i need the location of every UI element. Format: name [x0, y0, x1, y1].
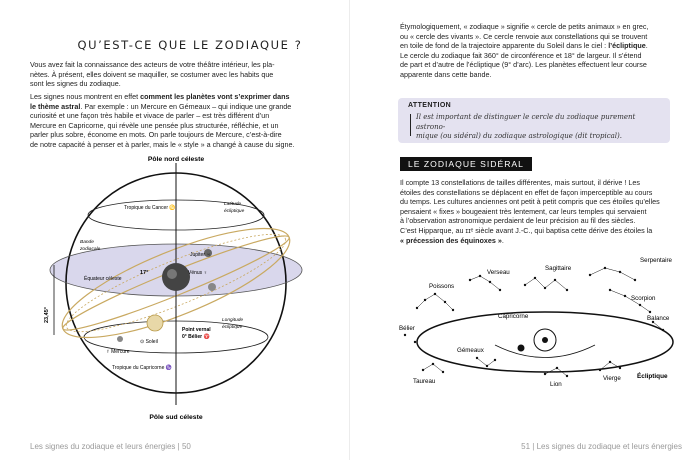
tropic-capricorn-label: Tropique du Capricorne ♑ [112, 365, 172, 371]
longitude-label-1: Longitude [222, 318, 244, 323]
label-ecliptique: Écliptique [637, 373, 668, 380]
longitude-label-2: écliptique [222, 325, 243, 330]
latitude-label-2: écliptique [224, 209, 245, 214]
sun-icon [147, 315, 163, 331]
attention-heading: ATTENTION [408, 102, 452, 109]
sidereal-line-3: du temps. Les cultures anciennes ont petit à petit compris que ces étoiles qu’elles [400, 197, 660, 207]
label-serpentaire: Serpentaire [640, 257, 672, 264]
tropic-cancer-label: Tropique du Cancer ♋ [124, 205, 176, 211]
etymology-line-2: ou « cercle des vivants ». Ce cercle renvoie aux constellations qui se trouvent [400, 31, 648, 41]
mercury-label: ☿ Mercure [106, 349, 130, 355]
label-belier: Bélier [399, 325, 415, 332]
label-balance: Balance [647, 315, 670, 322]
earth-symbol-icon [518, 345, 525, 352]
intro-paragraph [30, 60, 330, 89]
signs-line-2-rest: . Par exemple : un Mercure en Gémeaux – qui indique une grande [80, 101, 292, 111]
sun-label: ⊙ Soleil [140, 339, 158, 345]
south-pole-label: Pôle sud céleste [149, 414, 203, 420]
equator-label: Équateur céleste [84, 276, 122, 282]
intro-line-2: nètes. À présent, elles doivent se maquiller, se costumer avec les habits que [30, 69, 274, 79]
label-poissons: Poissons [429, 283, 455, 290]
angle-17-label: 17° [140, 270, 149, 276]
right-footer: 51 | Les signes du zodiaque et leurs énergies [521, 442, 682, 451]
attention-rule [410, 114, 411, 136]
label-verseau: Verseau [487, 269, 510, 276]
page-title: QU’EST-CE QUE LE ZODIAQUE ? [77, 38, 303, 52]
signs-bold-2: le thème astral [30, 101, 81, 111]
label-capricorne: Capricorne [498, 313, 529, 320]
celestial-sphere-diagram [40, 155, 330, 420]
north-pole-label: Pôle nord céleste [147, 156, 205, 163]
label-sagittaire: Sagittaire [545, 265, 572, 272]
sidereal-tail: . [501, 235, 504, 245]
signs-line-5: parler plus sobre, économe en mots. On parle toujours de Mercure, c’est-à-dire [30, 130, 282, 140]
precession-term: « précession des équinoxes » [400, 235, 502, 245]
venus-icon [208, 283, 216, 291]
signs-line-3: curiosité et une façon très habile et vivace de parler – est très différent d’un [30, 111, 270, 121]
band-label-1: Bande [80, 240, 94, 245]
sidereal-line-1: Il compte 13 constellations de tailles différentes, mais surtout, il dérive ! Les [400, 178, 640, 187]
sidereal-line-4: pensaient « fixes » bougeaient très lentement, car leurs temples qui servaient [400, 206, 647, 216]
sidereal-line-5: à l’observation astronomique perdaient de leur précision au fil des siècles. [400, 216, 636, 226]
signs-paragraph [30, 92, 330, 150]
latitude-label-1: Latitude [224, 202, 242, 207]
venus-label: Vénus ♀ [188, 270, 208, 276]
label-scorpion: Scorpion [631, 295, 656, 302]
sun-core [542, 337, 548, 343]
ecliptic-term: l’écliptique [608, 41, 646, 51]
mercury-icon [117, 336, 123, 342]
etymology-line-1: Étymologiquement, « zodiaque » signifie « cercle de petits animaux » en grec, [400, 22, 649, 31]
jupiter-label: Jupiter ♃ [190, 252, 211, 258]
band-label-2: zodiacale [80, 247, 101, 252]
etymology-line-3-tail: . [645, 41, 648, 51]
label-lion: Lion [550, 381, 562, 388]
attention-line-1: Il est important de distinguer le cercle du zodiaque purement astrono- [416, 113, 636, 131]
vernal-point-label-1: Point vernal [182, 327, 211, 333]
signs-line-4: Mercure en Capricorne, qui révèle une pensée plus structurée, réfléchie, et un [30, 120, 279, 130]
angle-23-label: 23,45° [44, 307, 50, 323]
signs-line-6: de notre capacité à penser et à parler, mais le « style » a changé à cause du signe. [30, 139, 295, 149]
etymology-paragraph [400, 22, 680, 80]
sidereal-line-6: C’est Hipparque, au ɪɪᵉ siècle avant J.-C., qui baptisa cette dérive des étoiles la [400, 225, 653, 235]
attention-box [398, 98, 670, 143]
signs-lead: Les signes nous montrent en effet [30, 92, 141, 101]
signs-bold-1: comment les planètes vont s’exprimer dans [140, 92, 290, 101]
sidereal-zodiac-diagram [395, 250, 690, 395]
etymology-line-4: Le cercle du zodiaque fait 360° de circonférence et 18° de largeur. Il s’étend [400, 50, 642, 60]
etymology-line-5: de part et d’autre de l’écliptique (9° d’arc). Les planètes effectuent leur course [400, 60, 647, 70]
label-gemeaux: Gémeaux [457, 347, 484, 354]
attention-line-2: mique (ou sidéral) du zodiaque astrologique (dit tropical). [416, 132, 622, 141]
label-vierge: Vierge [603, 375, 621, 382]
intro-line-1: Vous avez fait la connaissance des acteurs de votre théâtre intérieur, les pla- [30, 60, 275, 69]
earth-shade [167, 269, 177, 279]
label-taureau: Taureau [413, 378, 436, 385]
page-gutter [349, 0, 350, 460]
section-heading: LE ZODIAQUE SIDÉRAL [400, 157, 532, 171]
left-footer: Les signes du zodiaque et leurs énergies | 50 [30, 442, 191, 451]
etymology-line-6: apparente dans cette bande. [400, 69, 492, 79]
vernal-point-label-2: 0° Bélier ♈ [182, 334, 210, 340]
intro-line-3: sont les signes du zodiaque. [30, 79, 121, 89]
sidereal-paragraph [400, 178, 684, 245]
attention-text [416, 113, 666, 142]
sidereal-line-2: étoiles des constellations se déplacent en effet de façon imperceptible au cours [400, 187, 653, 197]
etymology-line-3: en toile de fond de la trajectoire apparente du Soleil dans le ciel : [400, 41, 609, 51]
